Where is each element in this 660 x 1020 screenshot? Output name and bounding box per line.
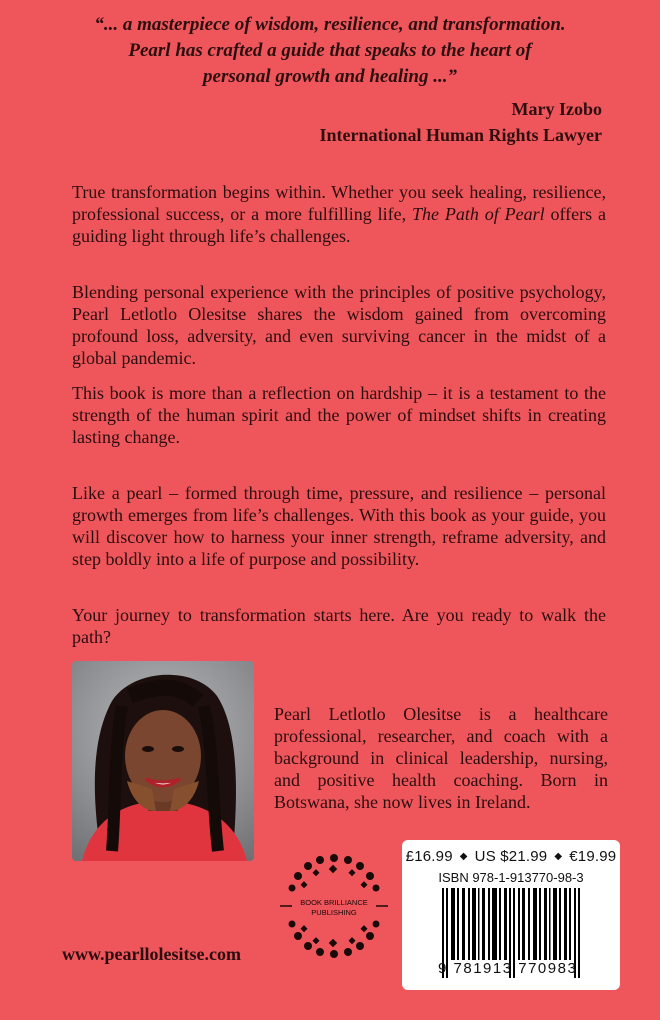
- price-eur: €19.99: [569, 848, 617, 865]
- quote-attribution: [319, 96, 602, 148]
- p1-text-end: offers a guiding light through life’s challenges.: [72, 204, 606, 246]
- author-photo: [72, 661, 254, 861]
- barcode-panel: [402, 840, 620, 990]
- price-usd: US $21.99: [474, 848, 548, 865]
- endorsement-quote: [60, 12, 600, 90]
- diamond-separator-icon: ◆: [459, 851, 468, 862]
- publisher-name-line-2: PUBLISHING: [311, 908, 357, 917]
- ean-digits: 9 781913 770983: [438, 960, 578, 977]
- publisher-name-line-1: BOOK BRILLIANCE: [300, 898, 368, 907]
- attribution-title: International Human Rights Lawyer: [319, 125, 602, 145]
- diamond-separator-icon: ◆: [554, 851, 563, 862]
- price-line: [402, 848, 620, 865]
- blurb-paragraph-3: This book is more than a reflection on hardship – it is a testament to the strength of the human spirit and the power of mindset shifts in creating lasting change.: [72, 383, 606, 447]
- price-gbp: £16.99: [405, 848, 453, 865]
- isbn-label: ISBN 978-1-913770-98-3: [438, 870, 584, 885]
- p1-text-start: True transformation begins within. Whether you seek healing, resilience, professional success, or a more fulfilling life,: [72, 182, 606, 224]
- attribution-name: Mary Izobo: [511, 99, 602, 119]
- publisher-logo: [280, 852, 388, 960]
- author-bio: Pearl Letlotlo Olesitse is a healthcare professional, researcher, and coach with a background in clinical leadership, nursing, and positive health coaching. Born in Botswana, she now lives in Ireland.: [274, 704, 608, 812]
- quote-line-3: personal growth and healing ...”: [203, 66, 457, 87]
- quote-line-1: “... a masterpiece of wisdom, resilience, and transformation.: [94, 14, 566, 35]
- blurb-paragraph-2: Blending personal experience with the principles of positive psychology, Pearl Letlotlo Olesitse shares the wisdom gained from overcoming profound loss, adversity, and even surviving cancer in the midst of a global pandemic.: [72, 282, 606, 368]
- publisher-emblem-icon: [280, 852, 388, 960]
- author-website: www.pearllolesitse.com: [62, 944, 241, 964]
- author-portrait-illustration: [72, 661, 254, 861]
- book-title: The Path of Pearl: [412, 204, 545, 224]
- blurb-paragraph-4: Like a pearl – formed through time, pressure, and resilience – personal growth emerges from life’s challenges. With this book as your guide, you will discover how to harness your inner strength, reframe adversity, and step boldly into a life of purpose and possibility.: [72, 483, 606, 569]
- blurb-paragraph-5: Your journey to transformation starts here. Are you ready to walk the path?: [72, 605, 606, 647]
- blurb-paragraph-1: [72, 181, 606, 247]
- quote-line-2: Pearl has crafted a guide that speaks to the heart of: [128, 40, 532, 61]
